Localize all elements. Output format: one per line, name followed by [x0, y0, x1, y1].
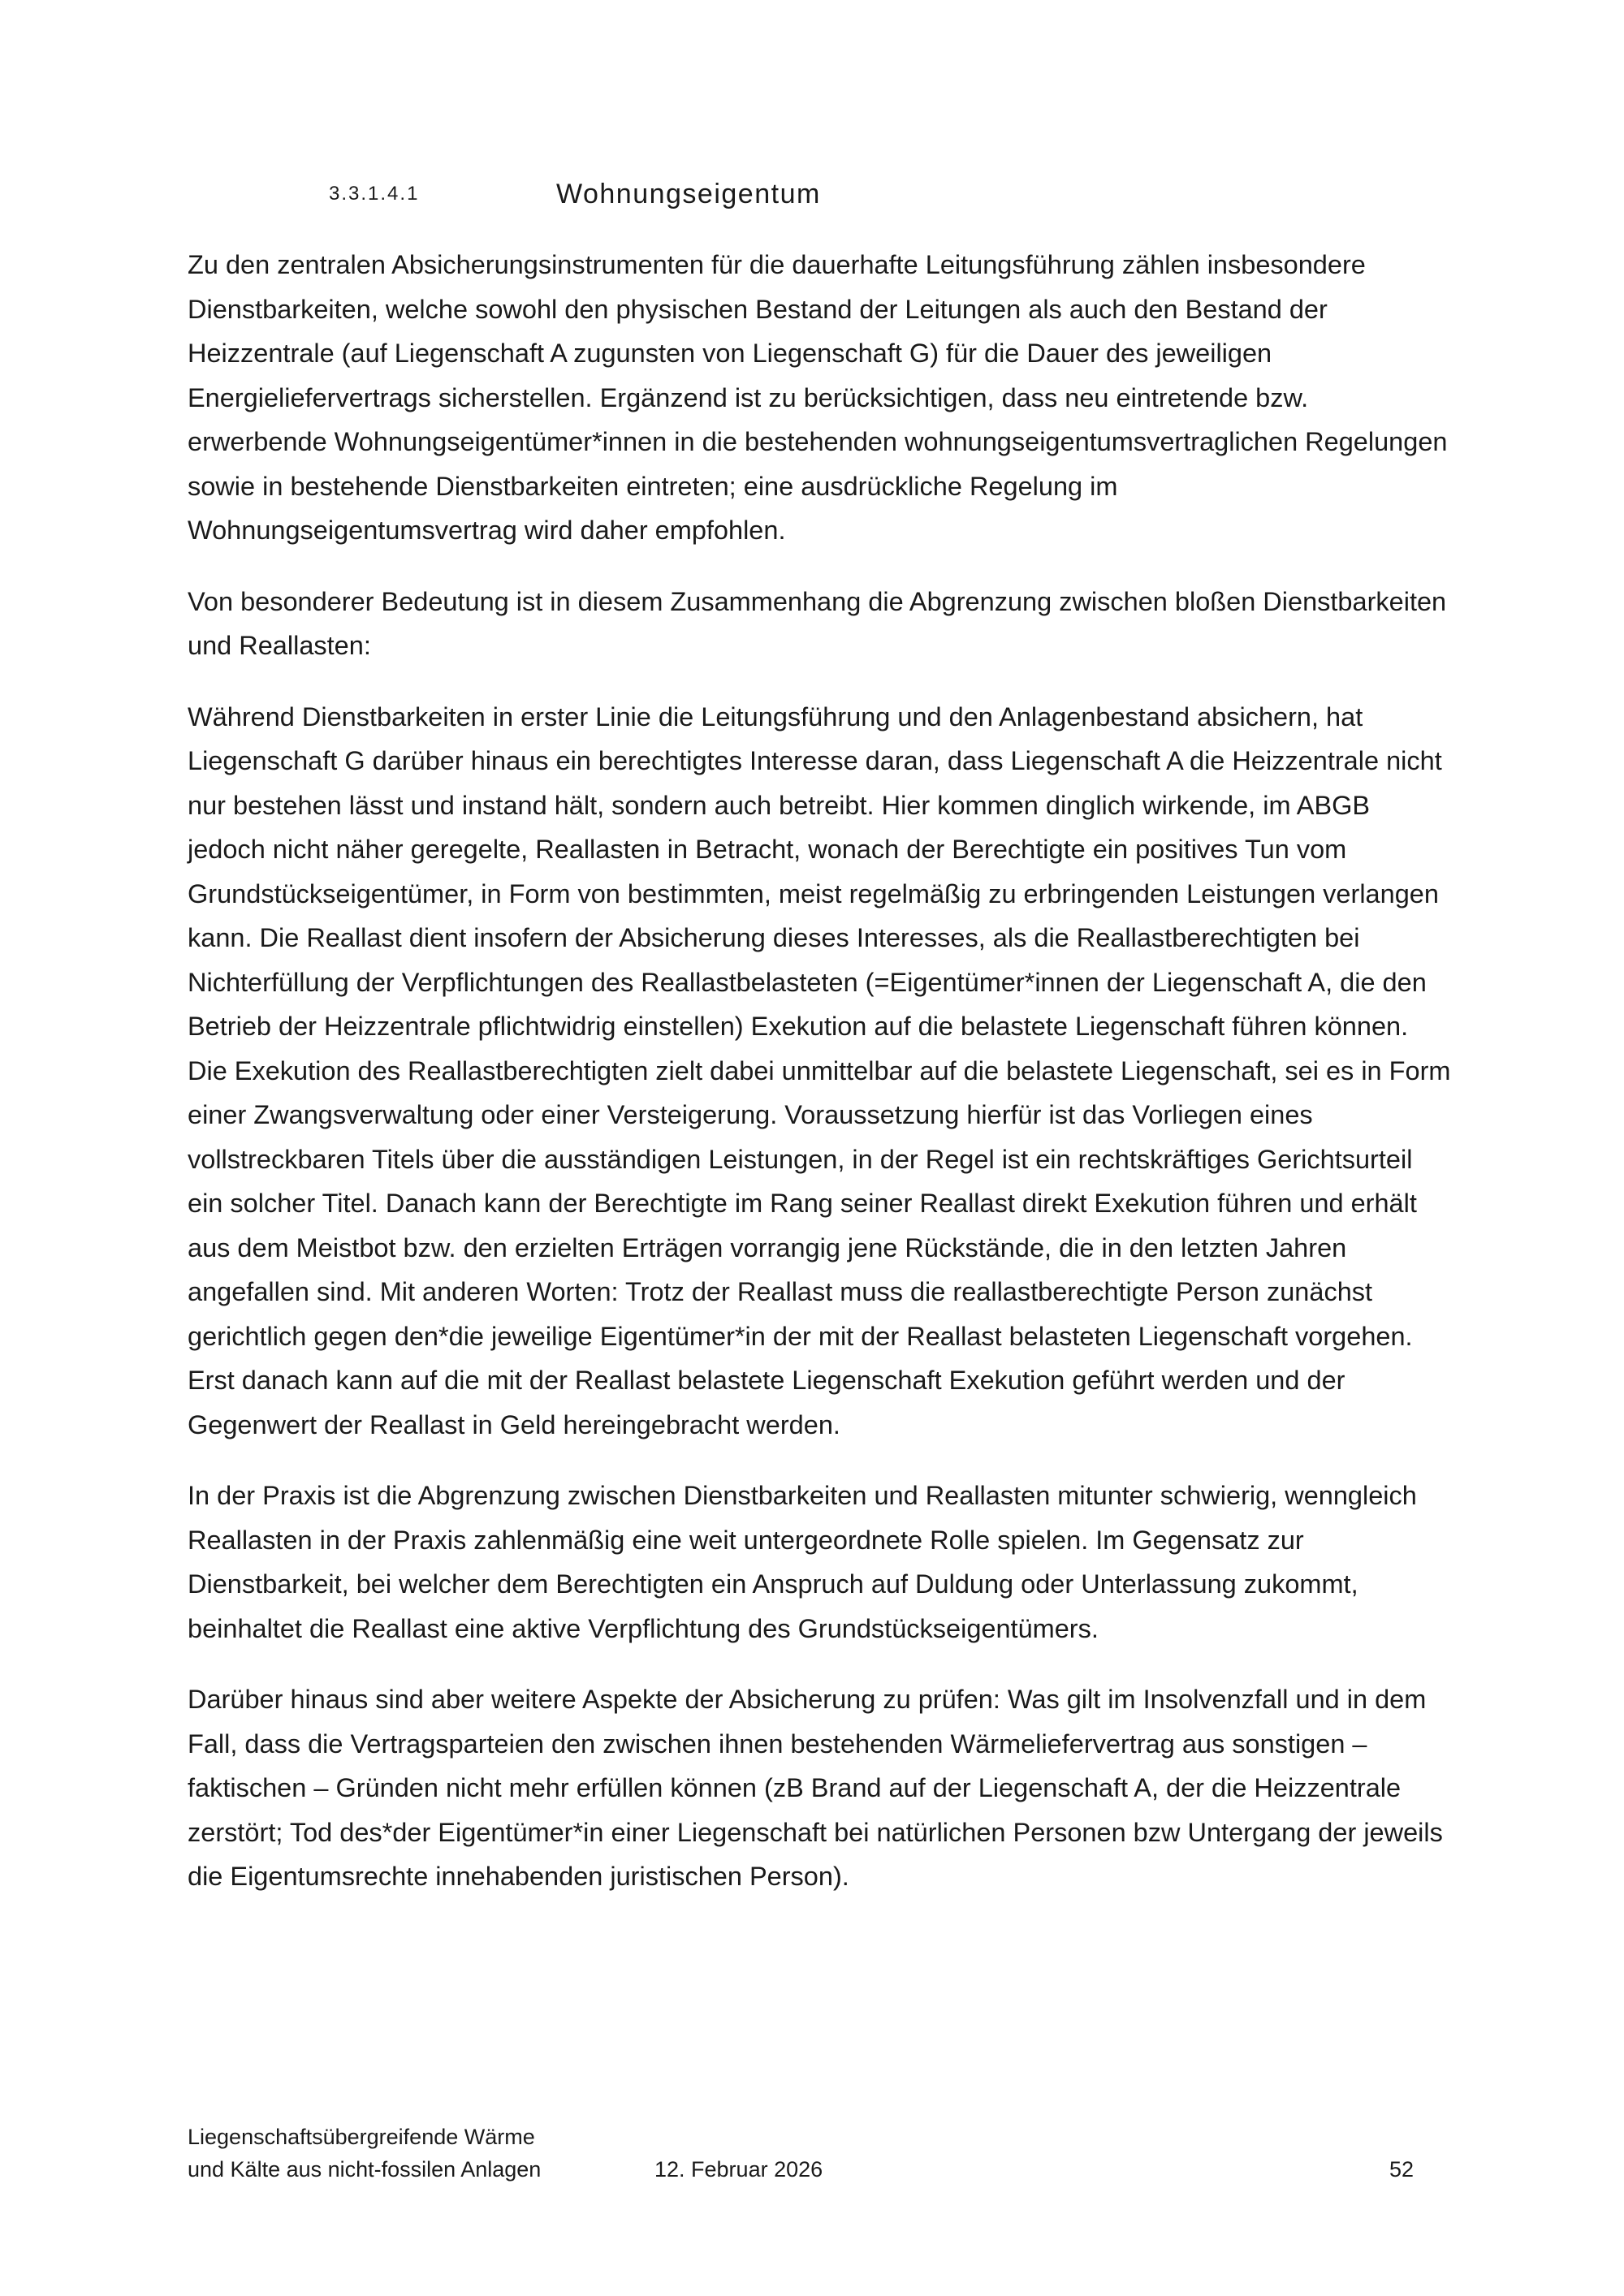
paragraph-3: Während Dienstbarkeiten in erster Linie die Leitungsführung und den Anlagenbestand absichern, hat Liegenschaft G darüber hinaus ein berechtigtes Interesse daran, dass Liegenschaft A die Heizzentrale nicht nur bestehen lässt und instand hält, sondern auch betreibt. Hier kommen dinglich wirkende, im ABGB jedoch nicht näher geregelte, Reallasten in Betracht, wonach der Berechtigte ein positives Tun vom Grundstückseigentümer, in Form von bestimmten, meist regelmäßig zu erbringenden Leistungen verlangen kann. Die Reallast dient insofern der Absicherung dieses Interesses, als die Reallastberechtigten bei Nichterfüllung der Verpflichtungen des Reallastbelasteten (=Eigentümer*innen der Liegenschaft A, die den Betrieb der Heizzentrale pflichtwidrig einstellen) Exekution auf die belastete Liegenschaft führen können. Die Exekution des Reallastberechtigten zielt dabei unmittelbar auf die belastete Liegenschaft, sei es in Form einer Zwangsverwaltung oder einer Versteigerung. Voraussetzung hierfür ist das Vorliegen eines vollstreckbaren Titels über die ausständigen Leistungen, in der Regel ist ein rechtskräftiges Gerichtsurteil ein solcher Titel. Danach kann der Berechtigte im Rang seiner Reallast direkt Exekution führen und erhält aus dem Meistbot bzw. den erzielten Erträgen vorrangig jene Rückstände, die in den letzten Jahren angefallen sind. Mit anderen Worten: Trotz der Reallast muss die reallastberechtigte Person zunächst gerichtlich gegen den*die jeweilige Eigentümer*in der mit der Reallast belasteten Liegenschaft vorgehen. Erst danach kann auf die mit der Reallast belastete Liegenschaft Exekution geführt werden und der Gegenwert der Reallast in Geld hereingebracht werden.	[188, 701, 1451, 1439]
footer-title-line-1: Liegenschaftsübergreifende Wärme	[188, 2125, 535, 2149]
page-footer	[188, 2121, 1454, 2202]
body-text	[188, 243, 1454, 1926]
page-number: 52	[1389, 2157, 1414, 2182]
footer-date: 12. Februar 2026	[654, 2157, 823, 2182]
section-number: 3.3.1.4.1	[329, 183, 420, 205]
section-heading	[329, 174, 821, 214]
paragraph-2: Von besonderer Bedeutung ist in diesem Zusammenhang die Abgrenzung zwischen bloßen Dienstbarkeiten und Reallasten:	[188, 586, 1447, 660]
footer-document-title	[188, 2121, 610, 2186]
section-title: Wohnungseigentum	[556, 178, 821, 209]
paragraph-5: Darüber hinaus sind aber weitere Aspekte der Absicherung zu prüfen: Was gilt im Insolvenzfall und in dem Fall, dass die Vertragsparteien den zwischen ihnen bestehenden Wärmeliefervertrag aus sonstigen – faktischen – Gründen nicht mehr erfüllen können (zB Brand auf der Liegenschaft A, der die Heizzentrale zerstört; Tod des*der Eigentümer*in einer Liegenschaft bei natürlichen Personen bzw Untergang der jeweils die Eigentumsrechte innehabenden juristischen Person).	[188, 1685, 1443, 1891]
footer-title-line-2: und Kälte aus nicht-fossilen Anlagen	[188, 2157, 542, 2182]
paragraph-1: Zu den zentralen Absicherungsinstrumenten für die dauerhafte Leitungsführung zählen insbesondere Dienstbarkeiten, welche sowohl den physischen Bestand der Leitungen als auch den Bestand der Heizzentrale (auf Liegenschaft A zugunsten von Liegenschaft G) für die Dauer des jeweiligen Energieliefervertrags sicherstellen. Ergänzend ist zu berücksichtigen, dass neu eintretende bzw. erwerbende Wohnungseigentümer*innen in die bestehenden wohnungseigentumsvertraglichen Regelungen sowie in bestehende Dienstbarkeiten eintreten; eine ausdrückliche Regelung im Wohnungseigentumsvertrag wird daher empfohlen.	[188, 250, 1448, 545]
paragraph-4: In der Praxis ist die Abgrenzung zwischen Dienstbarkeiten und Reallasten mitunter schwierig, wenngleich Reallasten in der Praxis zahlenmäßig eine weit untergeordnete Rolle spielen. Im Gegensatz zur Dienstbarkeit, bei welcher dem Berechtigten ein Anspruch auf Duldung oder Unterlassung zukommt, beinhaltet die Reallast eine aktive Verpflichtung des Grundstückseigentümers.	[188, 1481, 1417, 1643]
